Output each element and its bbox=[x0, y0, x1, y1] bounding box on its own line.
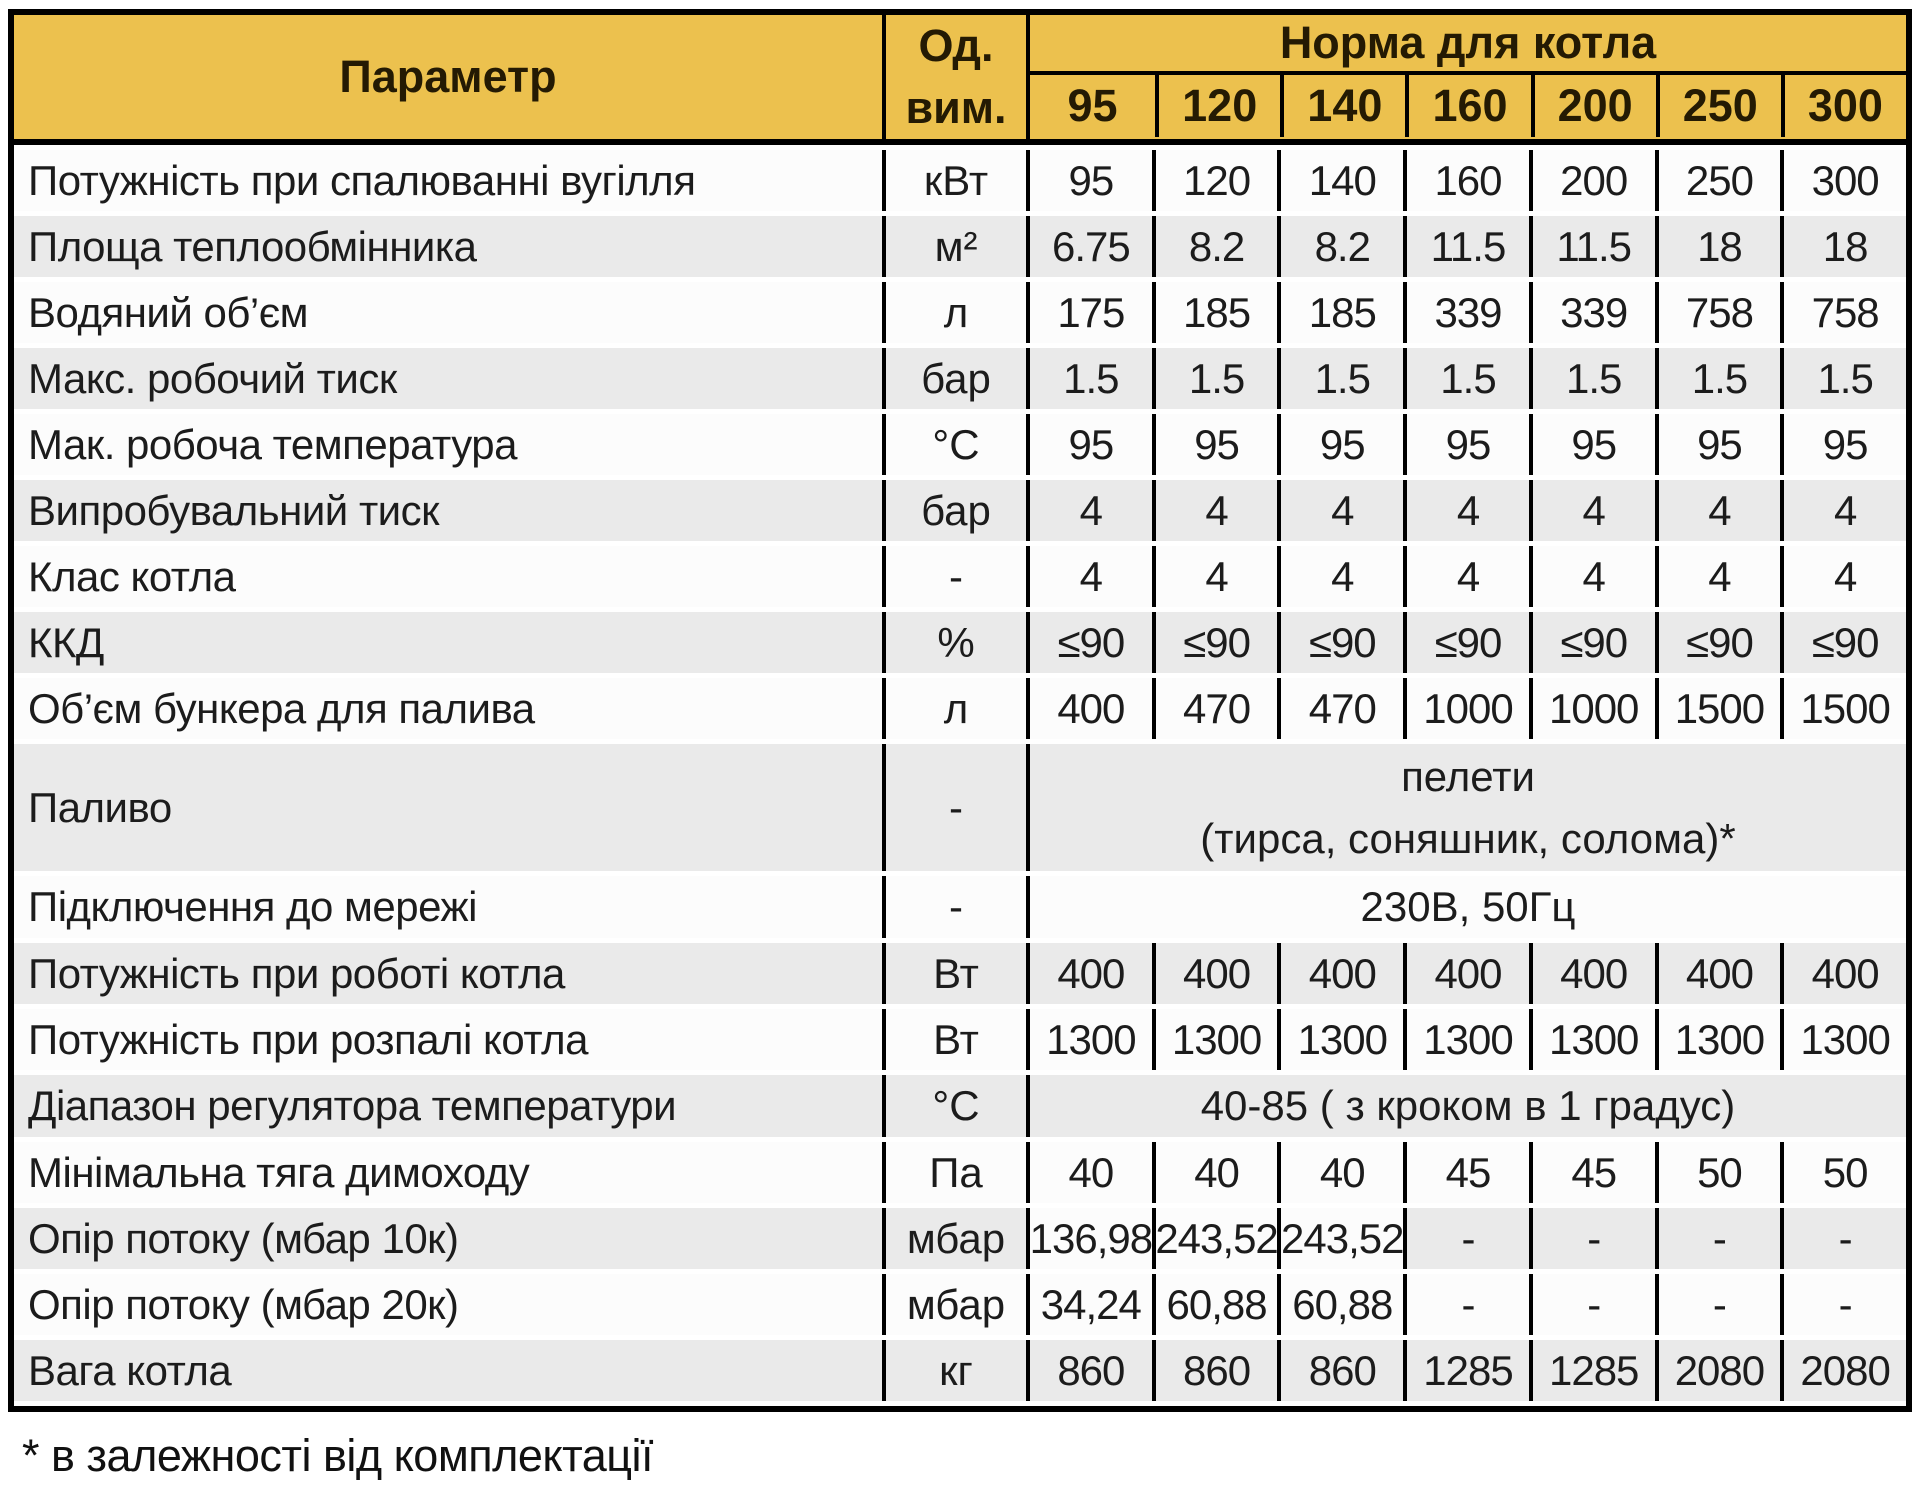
row-value: 400 bbox=[1152, 943, 1278, 1004]
table-row bbox=[14, 678, 1906, 739]
row-value: 2080 bbox=[1655, 1340, 1781, 1401]
header-norm-block bbox=[1026, 15, 1906, 139]
table-row bbox=[14, 216, 1906, 277]
row-label: Випробувальний тиск bbox=[28, 486, 440, 534]
row-value: 95 bbox=[1026, 414, 1152, 475]
row-value: 400 bbox=[1277, 943, 1403, 1004]
row-value: 243,52 bbox=[1152, 1208, 1278, 1269]
row-value: 11.5 bbox=[1403, 216, 1529, 277]
row-label: Потужність при розпалі котла bbox=[28, 1015, 589, 1063]
row-unit: л bbox=[882, 282, 1026, 343]
row-value: - bbox=[1529, 1274, 1655, 1335]
row-unit: мбар bbox=[882, 1208, 1026, 1269]
table-row bbox=[14, 150, 1906, 211]
row-value: 4 bbox=[1780, 546, 1906, 607]
row-label: Клас котла bbox=[28, 552, 236, 600]
header-model-95: 95 bbox=[1067, 80, 1118, 131]
header-model-250: 250 bbox=[1656, 75, 1781, 137]
row-value: 860 bbox=[1277, 1340, 1403, 1401]
header-norm-title: Норма для котла bbox=[1030, 15, 1906, 75]
row-value: 95 bbox=[1529, 414, 1655, 475]
row-span-value bbox=[1026, 876, 1906, 938]
row-label: Діапазон регулятора температури bbox=[28, 1082, 677, 1129]
header-parameter-label: Параметр bbox=[339, 51, 557, 102]
row-value: - bbox=[1529, 1208, 1655, 1269]
row-value: 50 bbox=[1655, 1142, 1781, 1203]
footnote: * в залежності від комплектації bbox=[22, 1430, 654, 1481]
row-value: ≤90 bbox=[1655, 612, 1781, 673]
row-value: 140 bbox=[1277, 150, 1403, 211]
row-value: 300 bbox=[1780, 150, 1906, 211]
row-value: 1300 bbox=[1277, 1009, 1403, 1070]
row-value: 400 bbox=[1026, 943, 1152, 1004]
row-value: 95 bbox=[1780, 414, 1906, 475]
row-label: ККД bbox=[28, 618, 104, 666]
header-model-140: 140 bbox=[1280, 75, 1405, 137]
row-value: 95 bbox=[1403, 414, 1529, 475]
row-value: 1.5 bbox=[1655, 348, 1781, 409]
row-value: 1300 bbox=[1529, 1009, 1655, 1070]
row-value: 470 bbox=[1277, 678, 1403, 739]
row-value: 1.5 bbox=[1277, 348, 1403, 409]
row-value: 40 bbox=[1026, 1142, 1152, 1203]
table-row bbox=[14, 1208, 1906, 1269]
table-row bbox=[14, 612, 1906, 673]
row-value: 1300 bbox=[1026, 1009, 1152, 1070]
row-value: 1.5 bbox=[1403, 348, 1529, 409]
row-label: Макс. робочий тиск bbox=[28, 354, 397, 402]
row-value: 1300 bbox=[1403, 1009, 1529, 1070]
row-value: ≤90 bbox=[1026, 612, 1152, 673]
row-value: 136,98 bbox=[1026, 1208, 1152, 1269]
row-value: 243,52 bbox=[1277, 1208, 1403, 1269]
header-unit-line2: вим. bbox=[905, 82, 1007, 133]
header-model-200: 200 bbox=[1531, 75, 1656, 137]
row-value: 1.5 bbox=[1026, 348, 1152, 409]
row-value: 18 bbox=[1655, 216, 1781, 277]
row-label: Мак. робоча температура bbox=[28, 420, 517, 468]
header-unit-label bbox=[882, 15, 1026, 139]
row-unit: Вт bbox=[882, 943, 1026, 1004]
row-value: 400 bbox=[1529, 943, 1655, 1004]
row-label: Водяний об’єм bbox=[28, 288, 309, 336]
row-unit: бар bbox=[882, 348, 1026, 409]
row-value: 95 bbox=[1277, 414, 1403, 475]
row-value: 50 bbox=[1780, 1142, 1906, 1203]
row-value: 4 bbox=[1403, 480, 1529, 541]
table-row bbox=[14, 1009, 1906, 1070]
row-value: 120 bbox=[1152, 150, 1278, 211]
row-value: 400 bbox=[1780, 943, 1906, 1004]
row-value: 175 bbox=[1026, 282, 1152, 343]
row-span-line: 230В, 50Гц bbox=[1360, 883, 1576, 930]
header-model-160: 160 bbox=[1405, 75, 1530, 137]
table-row bbox=[14, 876, 1906, 938]
row-value: 4 bbox=[1780, 480, 1906, 541]
row-value: 11.5 bbox=[1529, 216, 1655, 277]
row-value: 1.5 bbox=[1780, 348, 1906, 409]
row-value: 1.5 bbox=[1152, 348, 1278, 409]
boiler-spec-table bbox=[8, 9, 1912, 1412]
row-value: 339 bbox=[1529, 282, 1655, 343]
row-unit: кг bbox=[882, 1340, 1026, 1401]
row-unit: кВт bbox=[882, 150, 1026, 211]
row-unit: Па bbox=[882, 1142, 1026, 1203]
row-span-line: пелети bbox=[1401, 752, 1535, 800]
row-value: 1285 bbox=[1529, 1340, 1655, 1401]
row-value: ≤90 bbox=[1152, 612, 1278, 673]
row-label: Паливо bbox=[28, 783, 172, 831]
row-unit: - bbox=[882, 744, 1026, 871]
row-value: 95 bbox=[1655, 414, 1781, 475]
row-value: 8.2 bbox=[1152, 216, 1278, 277]
row-unit: - bbox=[882, 546, 1026, 607]
row-value: - bbox=[1780, 1274, 1906, 1335]
row-value: 4 bbox=[1655, 546, 1781, 607]
row-unit: - bbox=[882, 876, 1026, 938]
row-value: 40 bbox=[1152, 1142, 1278, 1203]
row-value: 4 bbox=[1277, 546, 1403, 607]
row-value: - bbox=[1655, 1208, 1781, 1269]
table-body bbox=[14, 145, 1906, 1406]
row-value: 1300 bbox=[1780, 1009, 1906, 1070]
row-label: Вага котла bbox=[28, 1346, 232, 1394]
table-row bbox=[14, 1274, 1906, 1335]
row-span-value bbox=[1026, 744, 1906, 871]
row-value: 4 bbox=[1152, 480, 1278, 541]
row-value: 4 bbox=[1152, 546, 1278, 607]
row-value: 4 bbox=[1026, 546, 1152, 607]
row-value: - bbox=[1780, 1208, 1906, 1269]
table-row bbox=[14, 348, 1906, 409]
table-header bbox=[14, 15, 1906, 145]
row-value: 4 bbox=[1529, 546, 1655, 607]
table-row bbox=[14, 414, 1906, 475]
row-value: ≤90 bbox=[1403, 612, 1529, 673]
row-label: Підключення до мережі bbox=[28, 883, 477, 930]
row-value: 4 bbox=[1026, 480, 1152, 541]
row-span-line: (тирса, соняшник, солома)* bbox=[1200, 814, 1736, 862]
header-model-300: 300 bbox=[1781, 75, 1906, 137]
row-value: 95 bbox=[1152, 414, 1278, 475]
row-value: 4 bbox=[1529, 480, 1655, 541]
row-unit: % bbox=[882, 612, 1026, 673]
row-value: 860 bbox=[1152, 1340, 1278, 1401]
row-value: 250 bbox=[1655, 150, 1781, 211]
row-value: ≤90 bbox=[1780, 612, 1906, 673]
row-value: 185 bbox=[1152, 282, 1278, 343]
row-value: 1000 bbox=[1403, 678, 1529, 739]
header-model-120: 120 bbox=[1155, 75, 1280, 137]
row-value: - bbox=[1403, 1208, 1529, 1269]
row-unit: Вт bbox=[882, 1009, 1026, 1070]
row-value: 1300 bbox=[1152, 1009, 1278, 1070]
table-row bbox=[14, 1340, 1906, 1401]
table-row bbox=[14, 943, 1906, 1004]
row-value: 40 bbox=[1277, 1142, 1403, 1203]
row-span-line: 40-85 ( з кроком в 1 градус) bbox=[1200, 1082, 1736, 1129]
row-value: 470 bbox=[1152, 678, 1278, 739]
table-row bbox=[14, 1075, 1906, 1137]
row-value: 758 bbox=[1655, 282, 1781, 343]
row-value: 60,88 bbox=[1277, 1274, 1403, 1335]
row-value: 45 bbox=[1403, 1142, 1529, 1203]
row-value: - bbox=[1403, 1274, 1529, 1335]
row-value: 4 bbox=[1655, 480, 1781, 541]
row-unit: мбар bbox=[882, 1274, 1026, 1335]
row-value: 400 bbox=[1403, 943, 1529, 1004]
row-label: Опір потоку (мбар 10к) bbox=[28, 1214, 459, 1262]
row-value: 8.2 bbox=[1277, 216, 1403, 277]
row-value: 185 bbox=[1277, 282, 1403, 343]
row-label: Потужність при роботі котла bbox=[28, 949, 565, 997]
row-unit: л bbox=[882, 678, 1026, 739]
row-value: 95 bbox=[1026, 150, 1152, 211]
row-value: ≤90 bbox=[1529, 612, 1655, 673]
row-value: 860 bbox=[1026, 1340, 1152, 1401]
table-row bbox=[14, 1142, 1906, 1203]
row-value: 1285 bbox=[1403, 1340, 1529, 1401]
row-unit: °С bbox=[882, 414, 1026, 475]
row-value: 1000 bbox=[1529, 678, 1655, 739]
row-label: Потужність при спалюванні вугілля bbox=[28, 156, 696, 204]
row-value: 400 bbox=[1026, 678, 1152, 739]
row-value: 4 bbox=[1277, 480, 1403, 541]
row-value: 200 bbox=[1529, 150, 1655, 211]
row-value: 160 bbox=[1403, 150, 1529, 211]
row-value: 1.5 bbox=[1529, 348, 1655, 409]
row-unit: бар bbox=[882, 480, 1026, 541]
row-label: Мінімальна тяга димоходу bbox=[28, 1148, 530, 1196]
row-label: Об’єм бункера для палива bbox=[28, 684, 535, 732]
row-value: 45 bbox=[1529, 1142, 1655, 1203]
table-row bbox=[14, 282, 1906, 343]
row-label: Опір потоку (мбар 20к) bbox=[28, 1280, 459, 1328]
row-unit: м² bbox=[882, 216, 1026, 277]
header-unit-line1: Од. bbox=[918, 20, 994, 71]
row-value: 6.75 bbox=[1026, 216, 1152, 277]
row-label: Площа теплообмінника bbox=[28, 222, 477, 270]
row-value: 758 bbox=[1780, 282, 1906, 343]
row-value: - bbox=[1655, 1274, 1781, 1335]
row-value: 1500 bbox=[1780, 678, 1906, 739]
row-value: 18 bbox=[1780, 216, 1906, 277]
row-value: 400 bbox=[1655, 943, 1781, 1004]
header-model-row bbox=[1030, 75, 1906, 137]
row-value: 1300 bbox=[1655, 1009, 1781, 1070]
row-value: 34,24 bbox=[1026, 1274, 1152, 1335]
row-value: 60,88 bbox=[1152, 1274, 1278, 1335]
row-unit: °С bbox=[882, 1075, 1026, 1137]
row-span-value bbox=[1026, 1075, 1906, 1137]
row-value: 4 bbox=[1403, 546, 1529, 607]
row-value: 1500 bbox=[1655, 678, 1781, 739]
row-value: 339 bbox=[1403, 282, 1529, 343]
table-row bbox=[14, 480, 1906, 541]
row-value: 2080 bbox=[1780, 1340, 1906, 1401]
table-row bbox=[14, 744, 1906, 871]
table-row bbox=[14, 546, 1906, 607]
row-value: ≤90 bbox=[1277, 612, 1403, 673]
